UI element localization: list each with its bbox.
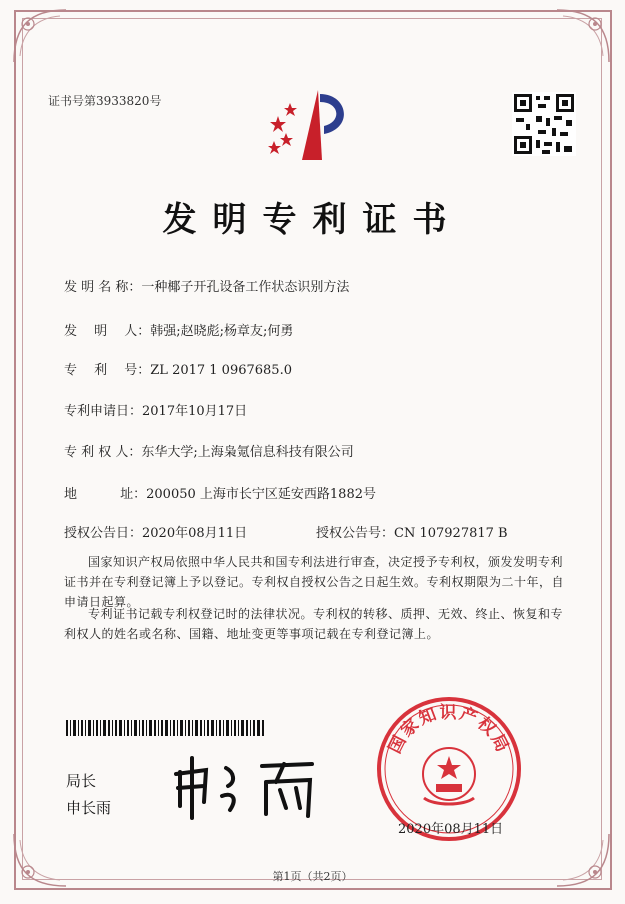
signature-icon: [172, 752, 322, 822]
grant-statement-paragraph: 国家知识产权局依照中华人民共和国专利法进行审查，决定授予专利权，颁发发明专利证书并在专利登记簿上予以登记。专利权自授权公告之日起生效。专利权期限为二十年，自申请日起算。: [64, 555, 565, 609]
address-row: [64, 483, 376, 502]
grant-date-label: 授权公告日：: [64, 526, 143, 541]
filing-date-value: 2017年10月17日: [142, 404, 248, 419]
grant-date-row: [64, 522, 247, 541]
grant-number-label: 授权公告号：: [316, 526, 395, 541]
patentee-label: 专 利 权 人：: [64, 445, 142, 460]
patent-number-value: ZL 2017 1 0967685.0: [150, 363, 292, 378]
cnipa-logo-icon: [262, 84, 362, 168]
grant-number-row: [316, 522, 508, 541]
page-number: 第1页（共2页）: [272, 870, 353, 883]
patent-number-label: 专 利 号：: [64, 363, 151, 378]
patentee-value: 东华大学;上海枭氪信息科技有限公司: [141, 445, 354, 460]
address-label: 地 址：: [64, 487, 147, 502]
certificate-number: 证书号第3933820号: [48, 94, 162, 108]
grant-number-value: CN 107927817 B: [394, 526, 508, 541]
page-title: 发明专利证书: [162, 200, 463, 240]
qr-code-icon: [512, 92, 576, 156]
invention-name-row: [64, 276, 349, 295]
barcode-icon: [66, 720, 266, 736]
director-title: 局长: [66, 773, 97, 790]
filing-date-row: [64, 400, 247, 419]
seal-date: 2020年08月11日: [398, 822, 504, 837]
inventors-row: [64, 320, 293, 339]
grant-date-value: 2020年08月11日: [142, 526, 248, 541]
inventors-value: 韩强;赵晓彪;杨章友;何勇: [150, 324, 294, 339]
director-name: 申长雨: [66, 800, 112, 817]
filing-date-label: 专利申请日：: [64, 404, 143, 419]
corner-ornament-icon: [10, 6, 70, 66]
address-value: 200050 上海市长宁区延安西路1882号: [146, 487, 376, 502]
invention-name-label: 发 明 名 称：: [64, 280, 142, 295]
seal-text: 国家知识产权局: [385, 702, 513, 757]
corner-ornament-icon: [553, 6, 613, 66]
inventors-label: 发 明 人：: [64, 324, 151, 339]
patentee-row: [64, 441, 354, 460]
patent-number-row: [64, 359, 292, 378]
legal-status-paragraph: 专利证书记载专利权登记时的法律状况。专利权的转移、质押、无效、终止、恢复和专利权人的姓名或名称、国籍、地址变更等事项记载在专利登记簿上。: [64, 607, 564, 641]
invention-name-value: 一种椰子开孔设备工作状态识别方法: [141, 280, 350, 295]
